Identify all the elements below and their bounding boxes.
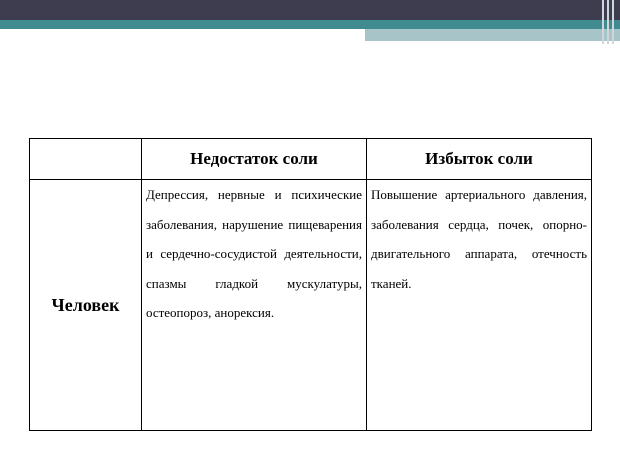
header-bar-teal [0,20,620,29]
cell-deficiency: Депрессия, нервные и психические заболевания, нарушение пищеварения и сердечно-сосудистой деятельности, спазмы гладкой мускулатуры, остеопороз, анорексия. [142,180,367,431]
header-empty-cell [30,139,142,180]
cell-excess: Повышение артериального давления, заболевания сердца, почек, опорно-двигательного аппарата, отечность тканей. [367,180,592,431]
table-row [30,180,592,431]
corner-decoration [598,0,620,44]
header-excess: Избыток соли [367,139,592,180]
header-bar-light [365,29,620,41]
salt-table [29,138,592,431]
header-deficiency: Недостаток соли [142,139,367,180]
row-label-human: Человек [30,180,142,431]
table-header-row [30,139,592,180]
header-bar-dark [0,0,620,20]
